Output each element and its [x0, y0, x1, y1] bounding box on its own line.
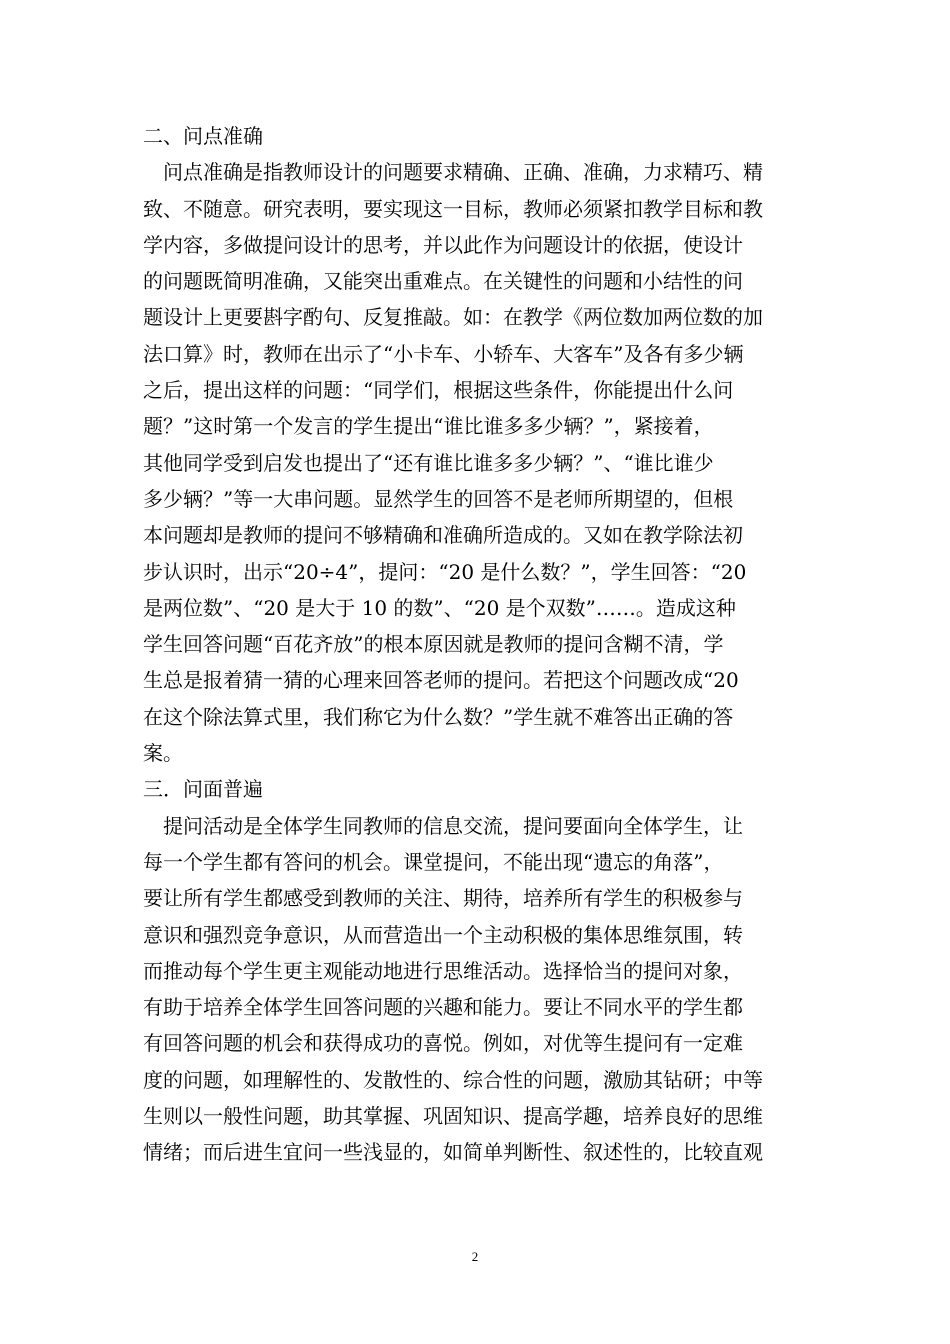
paragraph-line: 情绪；而后进生宜问一些浅显的，如简单判断性、叙述性的，比较直观	[143, 1140, 763, 1165]
paragraph-line: 多少辆？”等一大串问题。显然学生的回答不是老师所期望的，但根	[143, 486, 734, 511]
paragraph	[143, 808, 808, 1171]
paragraph-line: 题设计上更要斟字酌句、反复推敲。如：在教学《两位数加两位数的加	[143, 305, 763, 330]
paragraph-line: 学内容，多做提问设计的思考，并以此作为问题设计的依据，使设计	[143, 232, 743, 257]
paragraph-line: 意识和强烈竞争意识，从而营造出一个主动积极的集体思维氛围，转	[143, 922, 743, 947]
paragraph-line: 步认识时，出示“20÷4”，提问：“20 是什么数？”，学生回答：“20	[143, 559, 747, 584]
section-heading: 二、问点准确	[143, 124, 263, 148]
paragraph-line: 度的问题，如理解性的、发散性的、综合性的问题，激励其钻研；中等	[143, 1067, 763, 1092]
paragraph-line: 生总是报着猜一猜的心理来回答老师的提问。若把这个问题改成“20	[143, 668, 739, 693]
page-number: 2	[471, 1249, 479, 1264]
paragraph-line: 其他同学受到启发也提出了“还有谁比谁多多少辆？”、“谁比谁少	[143, 450, 714, 475]
paragraph-line: 问点准确是指教师设计的问题要求精确、正确、准确，力求精巧、精	[143, 160, 763, 185]
section-heading: 三．问面普遍	[143, 777, 263, 802]
paragraph-line: 有助于培养全体学生回答问题的兴趣和能力。要让不同水平的学生都	[143, 995, 743, 1020]
paragraph-line: 而推动每个学生更主观能动地进行思维活动。选择恰当的提问对象，	[143, 958, 743, 983]
paragraph-line: 致、不随意。研究表明，要实现这一目标，教师必须紧扣教学目标和教	[143, 196, 763, 221]
paragraph-line: 每一个学生都有答问的机会。课堂提问，不能出现“遗忘的角落”，	[143, 849, 724, 874]
paragraph-line: 题？”这时第一个发言的学生提出“谁比谁多多少辆？”，紧接着，	[143, 414, 714, 439]
paragraph-line: 有回答问题的机会和获得成功的喜悦。例如，对优等生提问有一定难	[143, 1031, 743, 1056]
paragraph-line: 学生回答问题“百花齐放”的根本原因就是教师的提问含糊不清，学	[143, 632, 724, 657]
paragraph-line: 的问题既简明准确，又能突出重难点。在关键性的问题和小结性的问	[143, 269, 743, 294]
paragraph-line: 在这个除法算式里，我们称它为什么数？”学生就不难答出正确的答	[143, 704, 734, 729]
paragraph-line: 生则以一般性问题，助其掌握、巩固知识、提高学趣，培养良好的思维	[143, 1104, 763, 1129]
paragraph	[143, 154, 808, 771]
paragraph-line: 案。	[143, 741, 183, 766]
paragraph-line: 是两位数”、“20 是大于 10 的数”、“20 是个双数”……。造成这种	[143, 595, 736, 620]
paragraph-line: 本问题却是教师的提问不够精确和准确所造成的。又如在教学除法初	[143, 523, 743, 548]
document-body	[143, 118, 808, 1171]
paragraph-line: 法口算》时，教师在出示了“小卡车、小轿车、大客车”及各有多少辆	[143, 341, 744, 366]
paragraph-line: 提问活动是全体学生同教师的信息交流，提问要面向全体学生，让	[143, 813, 743, 838]
paragraph-line: 之后，提出这样的问题：“同学们，根据这些条件，你能提出什么问	[143, 378, 734, 403]
paragraph-line: 要让所有学生都感受到教师的关注、期待，培养所有学生的积极参与	[143, 886, 743, 911]
